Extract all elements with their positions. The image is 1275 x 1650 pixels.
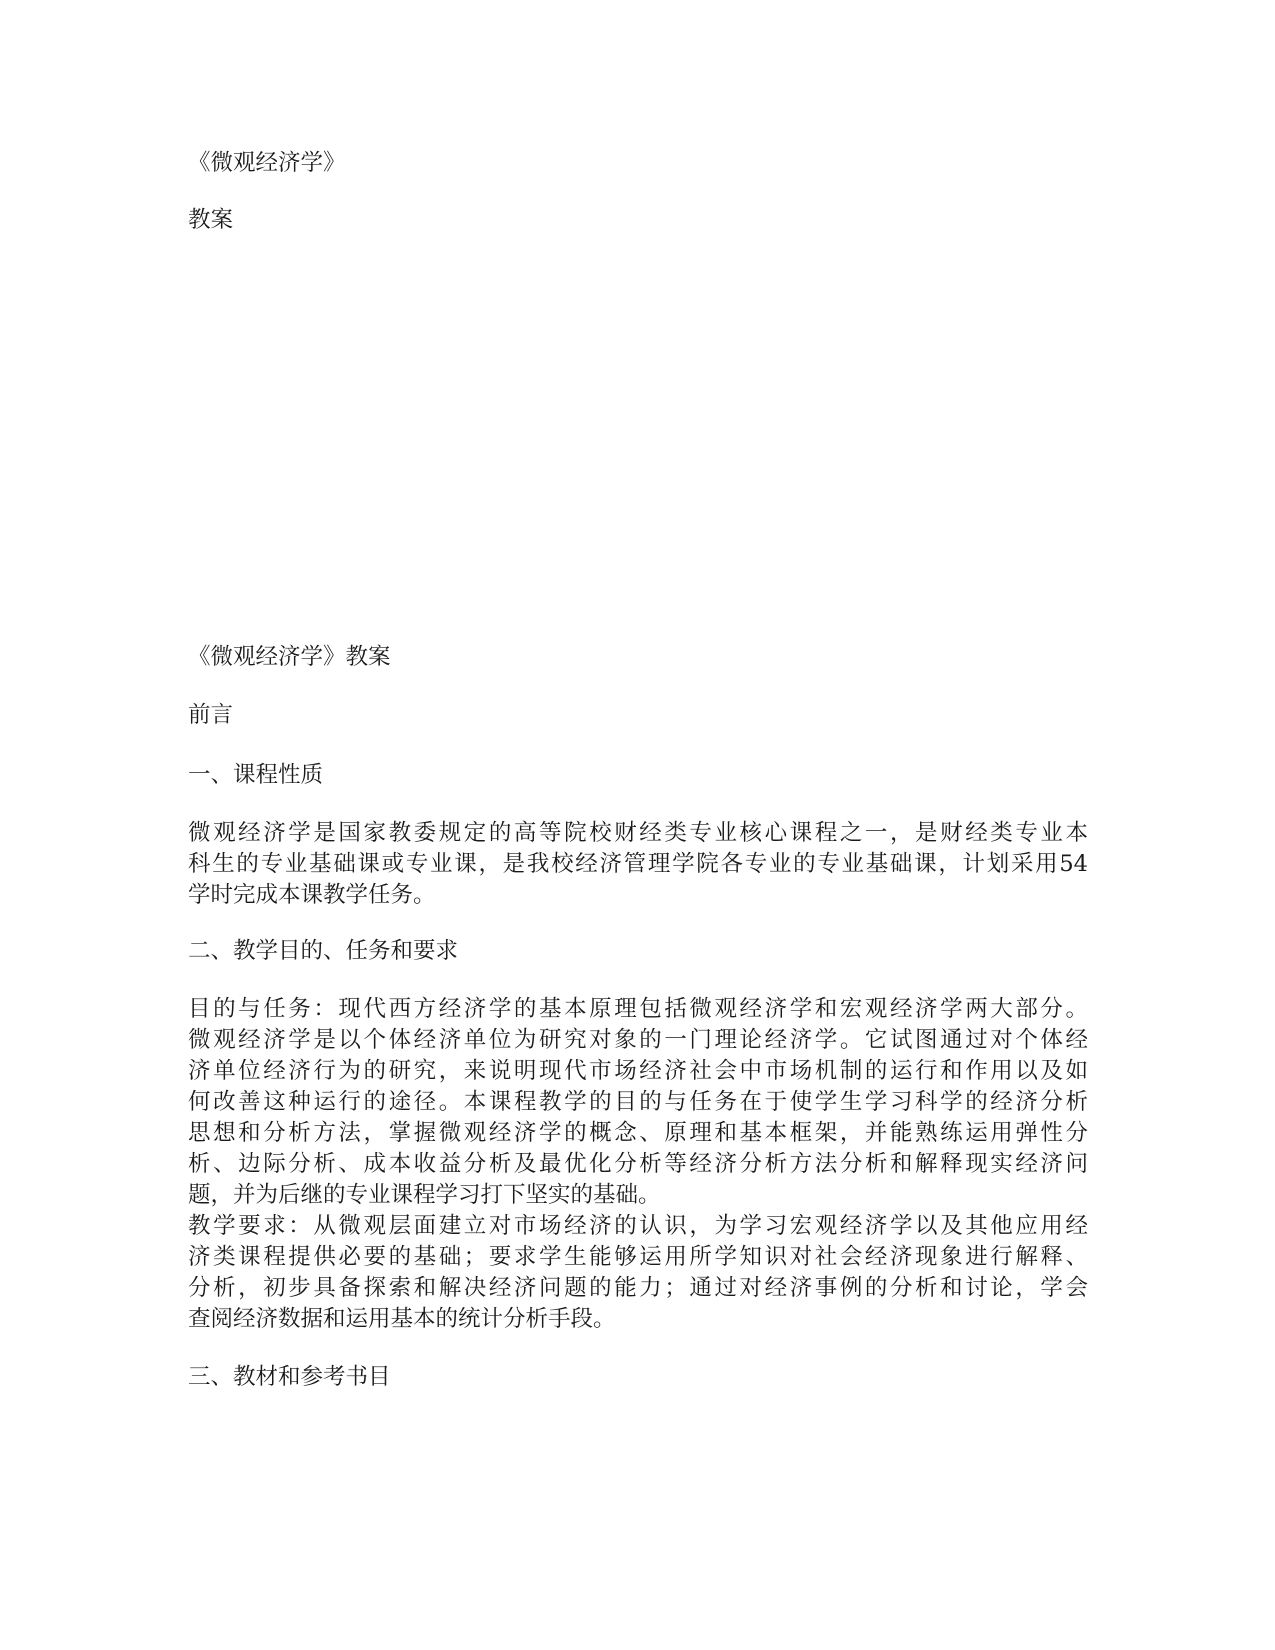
paragraph-line: 微观经济学是国家教委规定的高等院校财经类专业核心课程之一，是财经类专业本 [188,820,1088,846]
paragraph-line: 何改善这种运行的途径。本课程教学的目的与任务在于使学生学习科学的经济分析 [188,1089,1088,1115]
preface-heading: 前言 [188,702,234,728]
document-heading: 《微观经济学》教案 [188,644,391,670]
section-2-title: 二、教学目的、任务和要求 [188,938,459,964]
cover-subtitle: 教案 [188,207,234,233]
paragraph-line: 教学要求：从微观层面建立对市场经济的认识，为学习宏观经济学以及其他应用经 [188,1213,1088,1239]
paragraph-line: 思想和分析方法，掌握微观经济学的概念、原理和基本框架，并能熟练运用弹性分 [188,1120,1088,1146]
section-3-title: 三、教材和参考书目 [188,1364,391,1390]
paragraph-line: 题，并为后继的专业课程学习打下坚实的基础。 [188,1182,661,1208]
paragraph-line: 析、边际分析、成本收益分析及最优化分析等经济分析方法分析和解释现实经济问 [188,1151,1088,1177]
paragraph-line: 济单位经济行为的研究，来说明现代市场经济社会中市场机制的运行和作用以及如 [188,1058,1088,1084]
paragraph-line: 目的与任务：现代西方经济学的基本原理包括微观经济学和宏观经济学两大部分。 [188,996,1088,1022]
section-1-paragraph [188,818,1088,911]
paragraph-line: 学时完成本课教学任务。 [188,882,436,908]
paragraph-line: 微观经济学是以个体经济单位为研究对象的一门理论经济学。它试图通过对个体经 [188,1027,1088,1053]
paragraph-line: 查阅经济数据和运用基本的统计分析手段。 [188,1306,616,1332]
paragraph-line: 科生的专业基础课或专业课，是我校经济管理学院各专业的专业基础课，计划采用54 [188,851,1088,877]
cover-title: 《微观经济学》 [188,150,346,176]
section-1-title: 一、课程性质 [188,762,324,788]
paragraph-line: 济类课程提供必要的基础；要求学生能够运用所学知识对社会经济现象进行解释、 [188,1244,1088,1270]
paragraph-line: 分析，初步具备探索和解决经济问题的能力；通过对经济事例的分析和讨论，学会 [188,1275,1088,1301]
section-2-paragraph [188,994,1088,1335]
